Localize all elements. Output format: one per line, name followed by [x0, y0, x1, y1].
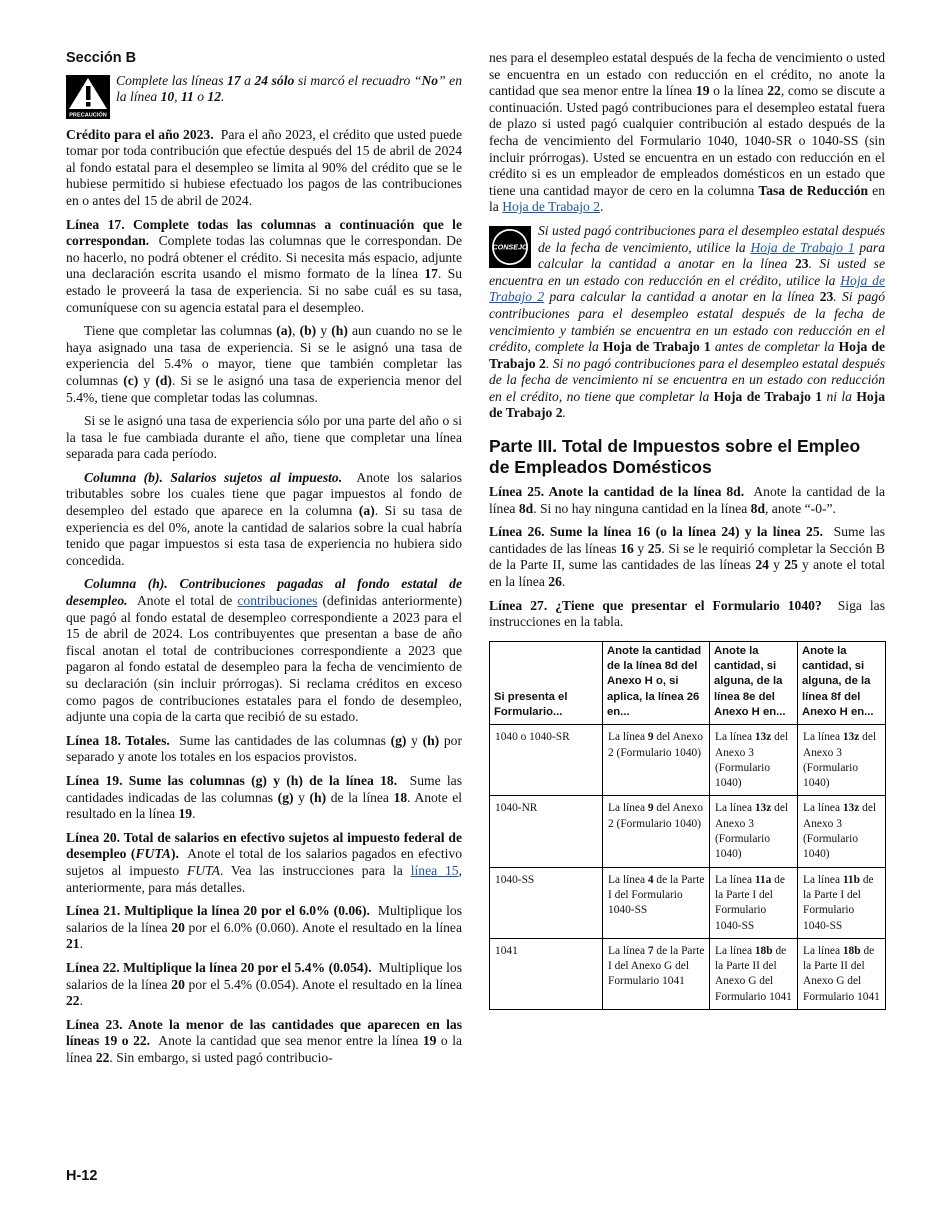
table-header-row — [490, 641, 886, 724]
right-column — [489, 50, 885, 1010]
line-19-paragraph: Línea 19. Sume las columnas (g) y (h) de la línea 18. Sume las cantidades indicadas de las columnas (g) y (h) de la línea 18. Anote el resultado en la línea 19. — [66, 772, 463, 822]
warning-callout — [66, 73, 462, 119]
part-year-paragraph: Si se le asignó una tasa de experiencia sólo por una parte del año o si la tasa le fue cambiada durante el año, tiene que completar una línea separada para cada período. — [66, 413, 462, 462]
table-cell: La línea 18b de la Parte II del Anexo G del Formulario 1041 — [798, 938, 886, 1009]
part-iii-title: Parte III. Total de Impuestos sobre el Empleo de Empleados Domésticos — [489, 436, 861, 478]
table-cell: 1041 — [490, 938, 603, 1009]
table-cell: La línea 13z del Anexo 3 (Formulario 1040) — [710, 725, 798, 796]
table-cell: 1040-NR — [490, 796, 603, 867]
credit-2023-paragraph: Crédito para el año 2023. Para el año 2023, el crédito que usted puede tomar por toda contribución que efectúe después del 15 de abril de 2024 al fondo estatal para el desempleo se limita al 90% del crédito que se le hubiese permitido si hubiese efectuado los pagos de las contribuciones en o antes del 15 de abril de 2024. — [66, 126, 462, 208]
line-26-paragraph: Línea 26. Sume la línea 16 (o la línea 24) y la línea 25. Sume las cantidades de las líneas 16 y 25. Si se le requirió completar la Sección B de la Parte II, sume las cantidades de las líneas 24 y 25 y anote el total en la línea 26. — [489, 524, 886, 590]
line-23-paragraph: Línea 23. Anote la menor de las cantidades que aparecen en las líneas 19 o 22. Anote la cantidad que sea menor entre la línea 19 o la línea 22. Sin embargo, si usted pagó contribucio- — [66, 1016, 463, 1065]
left-column — [66, 50, 462, 1073]
link-hoja-trabajo-2[interactable]: Hoja de Trabajo 2 — [502, 199, 601, 215]
line-25-paragraph: Línea 25. Anote la cantidad de la línea 8d. Anote la cantidad de la línea 8d. Si no hay ninguna cantidad en la línea 8d, anote “-0-”. — [489, 484, 886, 516]
tip-text: Si usted pagó contribuciones para el desempleo estatal después de la fecha de vencimiento, utilice la Hoja de Trabajo 1 para calcular la cantidad a anotar en la línea 23. Si usted se encuentra en un estado con reducción en el crédito, utilice la Hoja de Trabajo 2 para calcular la cantidad a anotar en la línea 23. Si pagó contribuciones para el desempleo estatal después de la fecha de vencimiento y también se encuentra en un estado con reducción en el crédito, complete la Hoja de Trabajo 1 antes de completar la Hoja de Trabajo 2. Si no pagó contribuciones para el desempleo estatal después de la fecha de vencimiento ni se encuentra en un estado con reducción en el crédito, no tiene que completar la Hoja de Trabajo 1 ni la Hoja de Trabajo 2. — [489, 222, 886, 421]
tip-icon — [489, 226, 531, 268]
table-header: Anote la cantidad de la línea 8d del Anexo H o, si aplica, la línea 26 en... — [603, 641, 710, 724]
table-header: Anote la cantidad, si alguna, de la línea 8e del Anexo H en... — [710, 641, 798, 724]
table-cell: La línea 9 del Anexo 2 (Formulario 1040) — [603, 796, 710, 867]
link-hoja-trabajo-2b[interactable]: Hoja de Trabajo 2 — [489, 272, 885, 305]
table-cell: La línea 11b de la Parte I del Formulario 1040-SS — [798, 867, 886, 938]
link-hoja-trabajo-1[interactable]: Hoja de Trabajo 1 — [750, 239, 855, 255]
table-cell: La línea 4 de la Parte I del Formulario 1040-SS — [603, 867, 710, 938]
tip-callout — [489, 223, 885, 422]
table-cell: 1040-SS — [490, 867, 603, 938]
table-header: Anote la cantidad, si alguna, de la línea 8f del Anexo H en... — [798, 641, 886, 724]
warning-text: Complete las líneas 17 a 24 sólo si marcó el recuadro “No” en la línea 10, 11 o 12. — [116, 72, 462, 105]
line-17-paragraph: Línea 17. Complete todas las columnas a continuación que le correspondan. Complete todas las columnas que le correspondan. De no hacerlo, no podrá obtener el crédito. Si necesita más espacio, adjunte una declaración escrita usando el mismo formato de la línea 17. Su estado le proveerá la tasa de experiencia. Si no sabe cuál es su tasa, comuníquese con su agencia estatal para el desempleo. — [66, 216, 462, 315]
line-27-paragraph: Línea 27. ¿Tiene que presentar el Formulario 1040? Siga las instrucciones en la tabla. — [489, 597, 886, 630]
caution-icon — [66, 75, 110, 119]
table-row — [490, 796, 886, 867]
table-cell: La línea 13z del Anexo 3 (Formulario 1040) — [798, 725, 886, 796]
table-cell: 1040 o 1040-SR — [490, 725, 603, 796]
line-27-table — [489, 641, 886, 1010]
tip-label: CONSEJO — [492, 242, 528, 252]
table-cell: La línea 18b de la Parte II del Anexo G del Formulario 1041 — [710, 938, 798, 1009]
line-21-paragraph: Línea 21. Multiplique la línea 20 por el 6.0% (0.06). Multiplique los salarios de la línea 20 por el 6.0% (0.060). Anote el resultado en la línea 21. — [66, 903, 462, 952]
table-row — [490, 725, 886, 796]
table-cell: La línea 13z del Anexo 3 (Formulario 1040) — [710, 796, 798, 867]
link-linea-15[interactable]: línea 15 — [410, 862, 459, 878]
table-cell: La línea 13z del Anexo 3 (Formulario 1040) — [798, 796, 886, 867]
table-cell: La línea 7 de la Parte I del Anexo G del Formulario 1041 — [603, 938, 710, 1009]
column-h-paragraph: Columna (h). Contribuciones pagadas al fondo estatal de desempleo. Anote el total de contribuciones (definidas anteriormente) que pagó al fondo estatal de desempleo correspondiente a 2023 para el 15 de abril de 2024. Los contribuyentes que presentan a base de año fiscal anotan el total de contribuciones correspondiente a 2023 que pagaron al fondo estatal de desempleo para la fecha de vencimiento de su declaración (sin incluir prórrogas). Si reclama créditos en exceso como pagos de contribuciones estatales para el fondo de desempleo, adjunte una copia de la carta que recibió de su estado. — [66, 576, 462, 725]
table-header: Si presenta el Formulario... — [490, 641, 603, 724]
table-cell: La línea 11a de la Parte I del Formulario 1040-SS — [710, 867, 798, 938]
columns-paragraph: Tiene que completar las columnas (a), (b) y (h) aun cuando no se le haya asignado una tasa de experiencia. Si se le asignó una tasa de experiencia del 5.4% o mayor, tiene que también completar las columnas (c) y (d). Si se le asignó una tasa de experiencia menor del 5.4%, tiene que completar todas las columnas. — [66, 323, 463, 405]
link-contribuciones[interactable]: contribuciones — [237, 593, 318, 609]
line-23-continued-paragraph: nes para el desempleo estatal después de la fecha de vencimiento o usted se encuentra en un estado con reducción en el crédito, no anote la cantidad que sea menor entre la línea 19 o la línea 22, como se discute a continuación. Usted pagó contribuciones para el desempleo estatal fuera de plazo si usted pagó cualquier contribución al estado después de la fecha de vencimiento del Formulario 1040, 1040-SR o 1040-SS (sin incluir prórrogas). Usted se encuentra en un estado con reducción en el crédito si es un empleador de empleados domésticos en un estado que tiene una cantidad mayor de cero en la columna Tasa de Reducción en la Hoja de Trabajo 2. — [489, 50, 885, 215]
line-18-paragraph: Línea 18. Totales. Sume las cantidades de las columnas (g) y (h) por separado y anote los totales en los espacios provistos. — [66, 732, 463, 765]
line-22-paragraph: Línea 22. Multiplique la línea 20 por el 5.4% (0.054). Multiplique los salarios de la línea 20 por el 5.4% (0.054). Anote el resultado en la línea 22. — [66, 959, 462, 1009]
line-20-paragraph: Línea 20. Total de salarios en efectivo sujetos al impuesto federal de desempleo (FUTA). Anote el total de los salarios pagados en efectivo sujetos al impuesto FUTA. Vea las instrucciones para la línea 15, anteriormente, para más detalles. — [66, 829, 462, 895]
page-number: H-12 — [66, 1168, 98, 1184]
column-b-paragraph: Columna (b). Salarios sujetos al impuesto. Anote los salarios tributables sobre los cuales tiene que pagar impuestos al fondo de desempleo del estado que aparece en la columna (a). Si su tasa de experiencia es del 0%, anote la cantidad de salarios sobre la cual habría tenido que pagar impuestos si esta tasa de experiencia no hubiera sido concedida. — [66, 469, 462, 568]
table-row — [490, 867, 886, 938]
caution-label: PRECAUCIÓN — [69, 112, 107, 119]
table-cell: La línea 9 del Anexo 2 (Formulario 1040) — [603, 725, 710, 796]
table-row — [490, 938, 886, 1009]
section-title: Sección B — [66, 50, 137, 66]
